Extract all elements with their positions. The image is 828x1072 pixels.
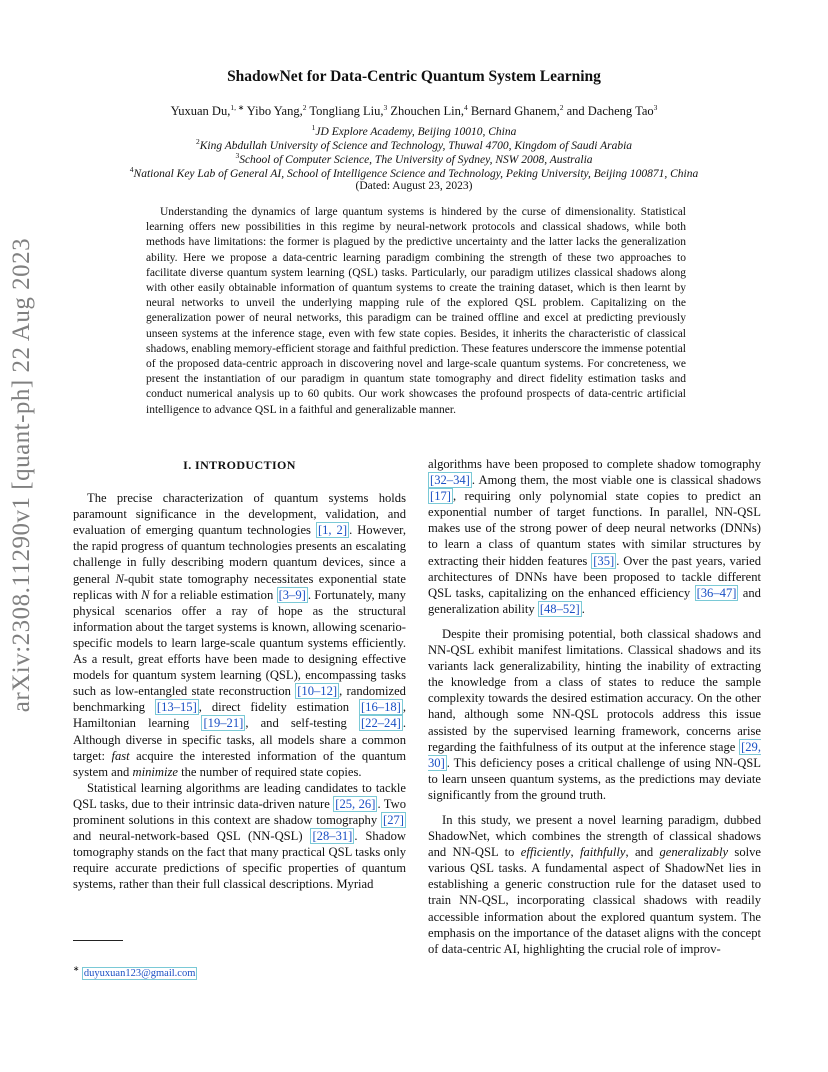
citation-link[interactable]: [17] bbox=[430, 489, 451, 504]
citation-link[interactable]: [27] bbox=[383, 812, 404, 827]
author-list bbox=[0, 103, 828, 119]
citation-link[interactable]: [25, 26] bbox=[335, 796, 376, 811]
affiliation-3: $^3$School of Computer Science, The University of Sydney, NSW 2008, Australia bbox=[235, 151, 593, 166]
intro-paragraph-1: The precise characterization of quantum systems holds paramount significance in the development, validation, and evaluation of emerging quantum technologies [1, 2] . However, the rapid progress of quantum technologies presents an escalating challenge in fully describing modern quantum devices, since a general N-qubit state tomography necessitates exponential state replicas with N for a reliable estimation [3–9] . Fortunately, many physical scenarios offer a ray of hope as the structural information about the target systems is known, allowing scenario-specific models to learn large-scale quantum systems efficiently. As a result, great efforts have been made to designing effective models for quantum system learning (QSL), encompassing tasks such as low-entangled state reconstruction [10–12] , randomized benchmarking [13–15] , direct fidelity estimation [16–18] , Hamiltonian learning [19–21] , and self-testing [22–24] . Although diverse in specific tasks, all models share a common target: fast acquire the interested information of the quantum system and minimize the number of required state copies. bbox=[73, 491, 407, 779]
author-affiliation-mark[interactable]: 1, ∗ bbox=[230, 103, 245, 112]
author-name: Zhouchen Lin, bbox=[390, 104, 464, 118]
abstract: Understanding the dynamics of large quantum systems is hindered by the curse of dimensionality. Statistical learning offers new possibilities in this regime by neural-network protocols and classical shadows, while both methods have limitations: the former is plagued by the predictive uncertainty and the latter lacks the generalization ability. Here we propose a data-centric learning paradigm combining the strength of these two approaches to facilitate diverse quantum system learning (QSL) tasks. Particularly, our paradigm utilizes classical shadows along with other easily obtainable information of quantum systems to create the training dataset, which is then learnt by neural networks to unveil the underlying mapping rule of the explored QSL problem. Capitalizing on the generalization power of neural networks, this paradigm can be trained offline and excel at predicting previously unseen systems at the inference stage, even with few state copies. Besides, it inherits the characteristic of classical shadows, enabling memory-efficient storage and faithful prediction. These features underscore the immense potential of the proposed data-centric approach in discovering novel and large-scale quantum systems. For concreteness, we present the instantiation of our paradigm in quantum state tomography and direct fidelity estimation tasks and conduct numerical analysis up to 60 qubits. Our work showcases the profound prospects of data-centric artificial intelligence to advance QSL in a faithful and generalizable manner. bbox=[146, 206, 686, 416]
left-column bbox=[73, 456, 406, 892]
affiliation-1: $^1$JD Explore Academy, Beijing 10010, China bbox=[311, 123, 517, 138]
citation-link[interactable]: [29, 30] bbox=[428, 739, 761, 770]
intro-paragraph-4: Despite their promising potential, both classical shadows and NN-QSL exhibit manifest limitations. Classical shadows and its variants lack generalizability, hinting the inability of extracting the knowledge from a class of states to reduce the sample complexity towards the desired estimation accuracy. On the other hand, although some NN-QSL protocols address this issue assisted by the supervised learning framework, concerns arise regarding the faithfulness of its output at the inference stage [29, 30] . This deficiency poses a critical challenge of using NN-QSL to learn unseen quantum systems, as the predictions may deviate significantly from the ground truth. bbox=[428, 626, 761, 802]
citation-link[interactable]: [22–24] bbox=[360, 716, 401, 731]
author-affiliation-mark: 2 bbox=[302, 103, 307, 112]
citation-link[interactable]: [28–31] bbox=[312, 829, 353, 844]
author-affiliation-mark: 4 bbox=[463, 103, 468, 112]
citation-link[interactable]: [35] bbox=[593, 553, 615, 568]
author-name: and Dacheng Tao bbox=[566, 104, 654, 118]
arxiv-identifier: arXiv:2308.11290v1 [quant-ph] 22 Aug 2023 bbox=[8, 237, 35, 713]
author-name: Tongliang Liu, bbox=[309, 104, 384, 118]
right-column bbox=[428, 456, 761, 957]
citation-link[interactable]: [13–15] bbox=[156, 700, 197, 715]
email-link[interactable]: duyuxuan123@gmail.com bbox=[83, 968, 196, 979]
citation-link[interactable]: [1, 2] bbox=[317, 523, 348, 538]
section-heading: I. INTRODUCTION bbox=[183, 458, 296, 472]
footnote bbox=[73, 964, 197, 979]
author-affiliation-mark: 3 bbox=[383, 103, 388, 112]
footnote-divider bbox=[73, 940, 123, 941]
citation-link[interactable]: [48–52] bbox=[539, 601, 580, 616]
author-affiliation-mark: 2 bbox=[559, 103, 564, 112]
arxiv-sidebar bbox=[0, 237, 44, 713]
intro-paragraph-5: In this study, we present a novel learning paradigm, dubbed ShadowNet, which combines the strength of classical shadows and NN-QSL to efficiently, faithfully, and generalizably solve various QSL tasks. A fundamental aspect of ShadowNet lies in establishing a generic construction rule for the dataset used to train NN-QSL, incorporating classical shadows with readily accessible information about the explored quantum system. The emphasis on the importance of the dataset aligns with the concept of data-centric AI, highlighting the crucial role of improv- bbox=[428, 812, 762, 956]
citation-link[interactable]: [10–12] bbox=[297, 684, 338, 699]
author-name: Yuxuan Du, bbox=[170, 104, 231, 118]
affiliation-2: $^2$King Abdullah University of Science and Technology, Thuwal 4700, Kingdom of Saudi Arabia bbox=[195, 137, 633, 152]
date-line: (Dated: August 23, 2023) bbox=[355, 180, 473, 192]
paper-title: ShadowNet for Data-Centric Quantum System Learning bbox=[227, 68, 601, 85]
citation-link[interactable]: [3–9] bbox=[278, 587, 306, 602]
citation-link[interactable]: [32–34] bbox=[430, 473, 470, 488]
affiliation-4: $^4$National Key Lab of General AI, School of Intelligence Science and Technology, Peking University, Beijing 100871, China bbox=[129, 165, 699, 180]
citation-link[interactable]: [36–47] bbox=[696, 585, 737, 600]
citation-link[interactable]: [19–21] bbox=[203, 716, 244, 731]
citation-link[interactable]: [16–18] bbox=[360, 700, 401, 715]
author-affiliation-mark: 3 bbox=[653, 103, 658, 112]
author-name: Bernard Ghanem, bbox=[470, 104, 560, 118]
author-name: Yibo Yang, bbox=[246, 104, 303, 118]
footnote-mark: ∗ bbox=[73, 964, 80, 973]
intro-paragraph-3: algorithms have been proposed to complete shadow tomography [32–34] . Among them, the most viable one is classical shadows [17] , requiring only polynomial state copies to predict an exponential number of target functions. In parallel, NN-QSL makes use of the strong power of deep neural networks (DNNs) to learn a class of quantum states with similar structures by extracting their hidden features [35] . Over the past years, varied architectures of DNNs have been proposed to tackle different QSL tasks, capitalizing on the enhanced efficiency [36–47] and generalization ability [48–52] . bbox=[428, 457, 761, 616]
intro-paragraph-2: Statistical learning algorithms are leading candidates to tackle QSL tasks, due to their intrinsic data-driven nature [25, 26] . Two prominent solutions in this context are shadow tomography [27] and neural-network-based QSL (NN-QSL) [28–31] . Shadow tomography stands on the fact that many practical QSL tasks only require accurate predictions of specific properties of quantum systems, rather than their full classical descriptions. Myriad bbox=[73, 780, 406, 892]
